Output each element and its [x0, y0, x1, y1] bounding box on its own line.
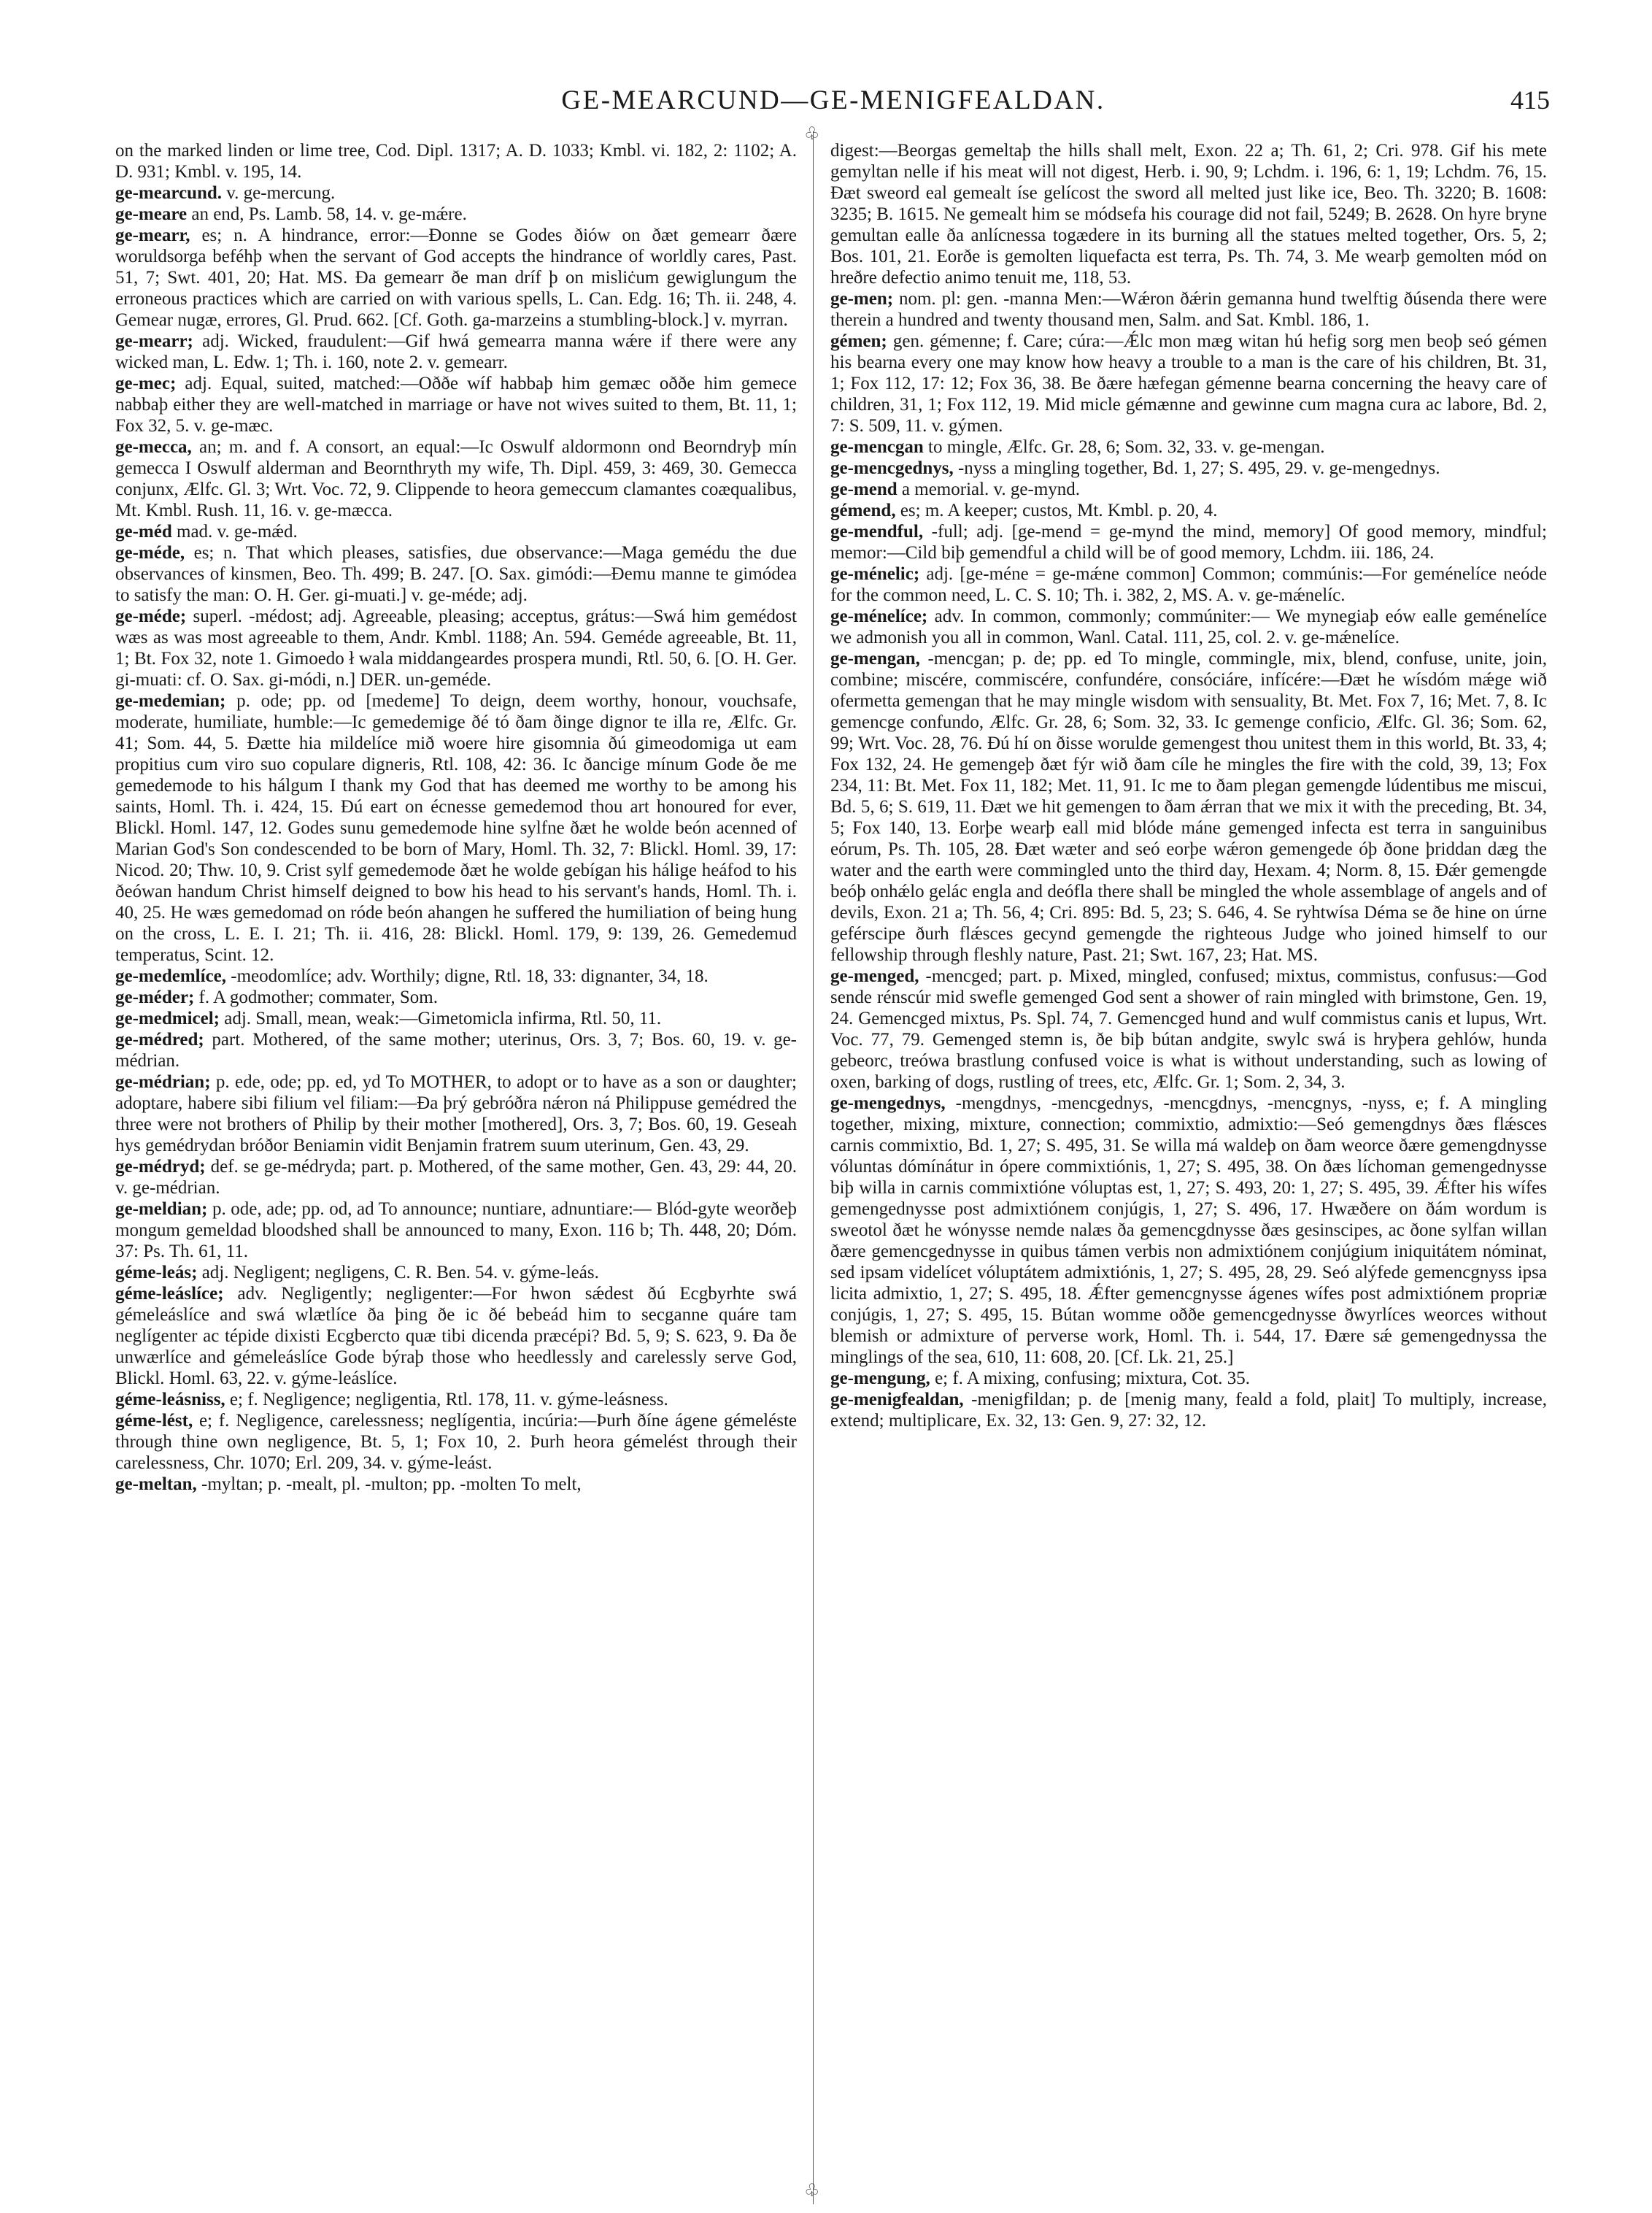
- entry-definition: e; f. A mixing, confusing; mixtura, Cot. 35.: [930, 1369, 1250, 1388]
- dictionary-entry: [115, 1474, 797, 1495]
- entry-definition: to mingle, Ælfc. Gr. 28, 6; Som. 32, 33. v. ge-mengan.: [923, 437, 1325, 457]
- divider-ornament-top-icon: ♧: [804, 125, 820, 144]
- dictionary-entry: [115, 140, 797, 182]
- dictionary-entry: [115, 521, 797, 542]
- entry-headword: ge-médrian;: [115, 1072, 211, 1092]
- dictionary-entry: [115, 690, 797, 966]
- entry-headword: ge-médryd;: [115, 1157, 206, 1177]
- entry-headword: ge-mearr,: [115, 226, 190, 245]
- entry-definition: a memorial. v. ge-mynd.: [897, 480, 1081, 499]
- page-number: 415: [1510, 85, 1550, 115]
- entry-definition: adj. Wicked, fraudulent:—Gif hwá gemearra manna wǽre if there were any wicked man, L. Edw. 1; Th. i. 160, note 2. v. gemearr.: [115, 331, 797, 372]
- entry-headword: ge-menged,: [830, 966, 919, 986]
- dictionary-entry: [830, 331, 1547, 436]
- dictionary-entry: [115, 1283, 797, 1389]
- dictionary-entry: [830, 1368, 1547, 1389]
- right-column: [830, 140, 1547, 2184]
- dictionary-entry: [115, 331, 797, 373]
- dictionary-entry: [115, 225, 797, 331]
- entry-definition: e; f. Negligence, carelessness; neglígentia, incúria:—Þurh ðíne ágene gémeléste through thine own negligence, Bt. 5, 1; Fox 10, 2. Þurh heora gémelést through their carelessness, Chr. 1070; Erl. 209, 34. v. gýme-leást.: [115, 1411, 797, 1473]
- dictionary-entry: [115, 966, 797, 987]
- entry-headword: ge-meldian;: [115, 1199, 208, 1219]
- entry-definition: es; m. A keeper; custos, Mt. Kmbl. p. 20, 4.: [895, 501, 1218, 520]
- dictionary-entry: [830, 606, 1547, 648]
- entry-definition: -myltan; p. -mealt, pl. -multon; pp. -molten To melt,: [196, 1474, 582, 1494]
- entry-headword: ge-mecca,: [115, 437, 192, 457]
- entry-definition: an end, Ps. Lamb. 58, 14. v. ge-mǽre.: [187, 204, 467, 224]
- entry-headword: ge-mengung,: [830, 1369, 930, 1388]
- entry-definition: adv. Negligently; negligenter:—For hwon sǽdest ðú Ecgbyrhte swá gémeleáslíce and swá wlætlíce ða þing ðe ic ðé bebeád him to secganne quáre tam neglígenter ac tépide dixisti Ecgbercto quæ tibi dicenda præcépi? Bd. 5, 9; S. 623, 9. Ða ðe unwærlíce and gémeleáslíce Gode býraþ those who heedlessly and carelessly serve God, Blickl. Homl. 63, 22. v. gýme-leáslíce.: [115, 1284, 797, 1388]
- dictionary-entry: [115, 1008, 797, 1029]
- dictionary-entry: [830, 479, 1547, 500]
- dictionary-entry: [115, 1029, 797, 1071]
- dictionary-entry: [830, 1093, 1547, 1368]
- entry-headword: ge-mearr;: [115, 331, 193, 351]
- entry-headword: ge-méde;: [115, 607, 187, 626]
- divider-ornament-bottom-icon: ♧: [804, 2182, 820, 2201]
- entry-headword: ge-ménelíce;: [830, 607, 928, 626]
- entry-definition: p. ode; pp. od [medeme] To deign, deem worthy, honour, vouchsafe, moderate, humiliate, humble:—Ic gemedemige ðé tó ðam ðinge dignor te illa re, Ælfc. Gr. 41; Som. 44, 5. Ðætte hia mildelíce mið woere hire gisomnia ðú gimeodomiga ut eam propitius cum viro suo copulare digneris, Rtl. 108, 42: 36. Ic ðancige mínum Gode ðe me gemedemode to his hálgum I thank my God that has deemed me worthy to be among his saints, Homl. Th. i. 424, 15. Ðú eart on écnesse gemedemod thou art honoured for ever, Blickl. Homl. 147, 12. Godes sunu gemedemode hine sylfne ðæt he wolde beón acenned of Marian God's Son condescended to be born of Mary, Homl. Th. 32, 7: Blickl. Homl. 39, 17: Nicod. 20; Thw. 10, 9. Crist sylf gemedemode ðæt he wolde gebígan his hálige heáfod to his ðeówan handum Christ himself deigned to bow his head to his servant's hands, Homl. Th. i. 40, 25. He wæs gemedomad on róde beón ahangen he suffered the humiliation of being hung on the cross, L. E. I. 21; Th. ii. 416, 28: Blickl. Homl. 179, 9: 139, 26. Gemedemud temperatus, Scint. 12.: [115, 691, 797, 965]
- entry-definition: on the marked linden or lime tree, Cod. Dipl. 1317; A. D. 1033; Kmbl. vi. 182, 2: 1102; A. D. 931; Kmbl. v. 195, 14.: [115, 141, 797, 182]
- entry-headword: gémend,: [830, 501, 896, 520]
- entry-headword: gémen;: [830, 331, 887, 351]
- dictionary-entry: [115, 1071, 797, 1156]
- entry-definition: adv. In common, commonly; commúniter:— We mynegiaþ eów ealle geménelíce we admonish you all in common, Wanl. Catal. 111, 25, col. 2. v. ge-mǽnelíce.: [830, 607, 1547, 647]
- entry-headword: ge-medmicel;: [115, 1009, 220, 1028]
- entry-definition: -menigfildan; p. de [menig many, feald a fold, plait] To multiply, increase, extend; multiplicare, Ex. 32, 13: Gen. 9, 27: 32, 12.: [830, 1390, 1547, 1431]
- entry-headword: géme-leásniss,: [115, 1390, 225, 1409]
- dictionary-entry: [115, 373, 797, 436]
- column-divider: [813, 131, 814, 2204]
- entry-definition: p. ode, ade; pp. od, ad To announce; nuntiare, adnuntiare:— Blód-gyte weorðeþ mongum gemeldad bloodshed shall be announced to many, Exon. 116 b; Th. 448, 20; Dóm. 37: Ps. Th. 61, 11.: [115, 1199, 797, 1261]
- running-head: [117, 85, 1550, 128]
- entry-definition: part. Mothered, of the same mother; uterinus, Ors. 3, 7; Bos. 60, 19. v. ge-médrian.: [115, 1030, 797, 1071]
- dictionary-entry: [115, 1389, 797, 1410]
- entry-headword: ge-mend: [830, 480, 898, 499]
- dictionary-entry: [830, 1389, 1547, 1431]
- entry-definition: v. ge-mercung.: [222, 183, 336, 203]
- dictionary-entry: [115, 606, 797, 690]
- entry-headword: géme-lést,: [115, 1411, 193, 1431]
- dictionary-entry: [115, 1410, 797, 1474]
- dictionary-entry: [115, 1156, 797, 1198]
- entry-definition: superl. -médost; adj. Agreeable, pleasing; acceptus, grátus:—Swá him gemédost wæs as was most agreeable to them, Andr. Kmbl. 1188; An. 594. Geméde agreeable, Bt. 11, 1; Bt. Fox 32, note 1. Gimoedo ł wala middangeardes prospera mundi, Rtl. 50, 6. [O. H. Ger. gi-muati: cf. O. Sax. gi-módi, n.] DER. un-geméde.: [115, 607, 797, 690]
- entry-headword: ge-mengan,: [830, 649, 920, 669]
- entry-headword: ge-medemlíce,: [115, 966, 227, 986]
- dictionary-entry: [115, 182, 797, 204]
- dictionary-entry: [830, 563, 1547, 606]
- entry-headword: géme-leáslíce;: [115, 1284, 224, 1304]
- dictionary-entry: [115, 204, 797, 225]
- entry-definition: adj. Equal, suited, matched:—Oððe wíf habbaþ him gemæc oððe him gemece nabbaþ either they are well-matched in marriage or have not wives suited to them, Bt. 11, 1; Fox 32, 5. v. ge-mæc.: [115, 374, 797, 436]
- entry-headword: ge-mendful,: [830, 522, 924, 542]
- dictionary-entry: [830, 436, 1547, 458]
- entry-headword: géme-leás;: [115, 1263, 198, 1282]
- entry-definition: -mencged; part. p. Mixed, mingled, confused; mixtus, commistus, confusus:—God sende rénscúr mid swefle gemenged God sent a shower of rain mingled with brimstone, Gen. 19, 24. Gemencged mixtus, Ps. Spl. 74, 7. Gemencged hund and wulf commistus canis et lupus, Wrt. Voc. 77, 79. Gemenged stemn is, ðe biþ bútan andgite, swylc swá is hryþera gehlów, hunda gebeorc, treówa brastlung confused voice is what is without understanding, such as lowing of oxen, barking of dogs, rustling of trees, etc, Ælfc. Gr. 1; Som. 2, 34, 3.: [830, 966, 1547, 1092]
- dictionary-entry: [115, 987, 797, 1008]
- entry-headword: ge-mearcund.: [115, 183, 223, 203]
- entry-headword: ge-mencgan: [830, 437, 924, 457]
- dictionary-entry: [115, 542, 797, 606]
- dictionary-entry: [115, 436, 797, 521]
- entry-definition: adj. Negligent; negligens, C. R. Ben. 54. v. gýme-leás.: [197, 1263, 599, 1282]
- entry-definition: an; m. and f. A consort, an equal:—Ic Oswulf aldormonn ond Beorndryþ mín gemecca I Oswulf alderman and Beornthryth my wife, Th. Dipl. 459, 3: 469, 30. Gemecca conjunx, Ælfc. Gl. 3; Wrt. Voc. 72, 9. Clippende to heora gemeccum clamantes coæqualibus, Mt. Kmbl. Rush. 11, 16. v. ge-mæcca.: [115, 437, 797, 520]
- entry-headword: ge-méd: [115, 522, 172, 542]
- dictionary-entry: [830, 140, 1547, 288]
- entry-definition: adj. [ge-méne = ge-mǽne common] Common; commúnis:—For geménelíce neóde for the common need, L. C. S. 10; Th. i. 382, 2, MS. A. v. ge-mǽnelíc.: [830, 564, 1547, 605]
- dictionary-entry: [115, 1262, 797, 1283]
- entry-definition: -nyss a mingling together, Bd. 1, 27; S. 495, 29. v. ge-mengednys.: [953, 458, 1440, 478]
- left-column: [115, 140, 797, 2184]
- entry-definition: f. A godmother; commater, Som.: [194, 988, 438, 1007]
- entry-definition: def. se ge-médryda; part. p. Mothered, of the same mother, Gen. 43, 29: 44, 20. v. ge-médrian.: [115, 1157, 797, 1198]
- entry-definition: adj. Small, mean, weak:—Gimetomicla infirma, Rtl. 50, 11.: [219, 1009, 662, 1028]
- entry-headword: ge-medemian;: [115, 691, 226, 711]
- entry-headword: ge-meltan,: [115, 1474, 197, 1494]
- entry-definition: -full; adj. [ge-mend = ge-mynd the mind, memory] Of good memory, mindful; memor:—Cild biþ gemendful a child will be of good memory, Lchdm. iii. 186, 24.: [830, 522, 1547, 563]
- entry-headword: ge-mencgednys,: [830, 458, 954, 478]
- entry-headword: ge-menigfealdan,: [830, 1390, 964, 1409]
- entry-definition: es; n. That which pleases, satisfies, due observance:—Maga gemédu the due observances of kinsmen, Beo. Th. 499; B. 247. [O. Sax. gimódi:—Ðemu manne te gimódea to satisfy the man: O. H. Ger. gi-muati.] v. ge-méde; adj.: [115, 543, 797, 605]
- dictionary-entry: [115, 1198, 797, 1262]
- entry-definition: e; f. Negligence; negligentia, Rtl. 178, 11. v. gýme-leásness.: [225, 1390, 668, 1409]
- entry-definition: digest:—Beorgas gemeltaþ the hills shall melt, Exon. 22 a; Th. 61, 2; Cri. 978. Gif his mete gemyltan nelle if his meat will not digest, Herb. i. 90, 9; Lchdm. i. 196, 6: 1, 19; Lchdm. 76, 15. Ðæt sweord eal gemealt íse gelícost the sword all melted just like ice, Beo. Th. 3220; B. 1608: 3235; B. 1615. Ne gemealt him se módsefa his courage did not fail, 5249; B. 2628. On hyre bryne gemultan ealle ða anlícnessa togædere in its burning all the statues melted together, Ors. 5, 2; Bos. 101, 21. Eorðe is gemolten liquefacta est terra, Ps. Th. 74, 3. Me wearþ gemolten mód on hreðre defectio animo tenuit me, 118, 53.: [830, 141, 1547, 288]
- dictionary-entry: [830, 966, 1547, 1093]
- entry-headword: ge-mec;: [115, 374, 177, 393]
- entry-definition: p. ede, ode; pp. ed, yd To MOTHER, to adopt or to have as a son or daughter; adoptare, habere sibi filium vel filiam:—Ða þrý gebróðra nǽron ná Philippuse gemédred the three were not brothers of Philip by their mother [mothered], Ors. 3, 7; Bos. 60, 19. Geseah hys gemédrydan bróðor Beniamin vidit Benjamin fratrem suum uterinum, Gen. 43, 29.: [115, 1072, 797, 1155]
- entry-definition: -mencgan; p. de; pp. ed To mingle, commingle, mix, blend, confuse, unite, join, combine; miscére, commiscére, confundére, consóciáre, infícére:—Ðæt he wísdóm mǽge wið ofermetta gemengan that he may mingle wisdom with sensuality, Bt. Met. Fox 7, 16; Met. 7, 8. Ic gemencge confundo, Ælfc. Gr. 28, 6; Som. 32, 33. Ic gemenge conficio, Ælfc. Gl. 36; Som. 62, 99; Wrt. Voc. 28, 76. Ðú hí on ðisse worulde gemengest thou unitest them in this world, Bt. 33, 4; Fox 132, 24. He gemengeþ ðæt fýr wið ðam cíle he mingles the fire with the cold, 39, 13; Fox 234, 11: Bt. Met. Fox 11, 182; Met. 11, 91. Ic me to ðam plegan gemengde lúdentibus me miscui, Bd. 5, 6; S. 619, 11. Ðæt we hit gemengen to ðam ǽrran that we mix it with the preceding, Bt. 34, 5; Fox 140, 13. Eorþe wearþ eall mid blóde máne gemenged infecta est terra in sanguinibus eórum, Ps. Th. 105, 28. Ðæt wæter and seó eorþe wǽron gemengede óþ ðone þriddan dæg the water and the earth were commingled unto the third day, Hexam. 4; Norm. 8, 15. Ðǽr gemengde beóþ onhǽlo gelác engla and deófla there shall be mingled the whole assemblage of angels and of devils, Exon. 21 a; Th. 56, 4; Cri. 895: Bd. 5, 23; S. 646, 4. Se ryhtwísa Déma se ðe hine on úrne geférscipe ðurh flǽsces gecynd gemengde the righteous Judge who joined himself to our fellowship through fleshly nature, Past. 21; Swt. 167, 23; Hat. MS.: [830, 649, 1547, 965]
- dictionary-entry: [830, 458, 1547, 479]
- running-title: GE-MEARCUND—GE-MENIGFEALDAN.: [561, 85, 1105, 115]
- entry-headword: ge-méde,: [115, 543, 185, 563]
- dictionary-entry: [830, 648, 1547, 966]
- entry-headword: ge-médred;: [115, 1030, 204, 1050]
- entry-definition: -mengdnys, -mencgednys, -mencgdnys, -mencgnys, -nyss, e; f. A mingling together, mixing, mixture, connection; commixtio, admixtio:—Seó gemengdnys ðæs flǽsces carnis commixtio, Bd. 1, 27; S. 495, 31. Se willa má waldeþ on ðam weorce ðære gemengdnysse vóluntas dómínátur in ópere commixtiónis, 1, 27; S. 495, 38. On ðæs líchoman gemengednysse biþ willa in carnis commixtióne vóluptas est, 1, 27; S. 493, 20: 1, 27; S. 495, 39. Ǽfter his wífes gemengednysse post admixtiónem conjúgis, 1, 27; S. 496, 17. Hwæðere on ðám wordum is sweotol ðæt he wónysse nemde nalæs ða gemencgdnysse ðæs gesinscipes, ac ðone sylfan willan ðære gemencgednysse in quibus támen verbis non admixtiónem conjúgium iniquitátem nóminat, sed ipsam videlícet vóluptátem admixtiónis, 1, 27; S. 495, 28, 29. Seó alýfede gemencgnyss ipsa licita admixtio, 1, 27; S. 495, 18. Ǽfter gemencgnysse ágenes wífes post admixtiónem propriæ conjúgis, 1, 27; S. 495, 15. Bútan womme oððe gemencgednysse ðwyrlíces weorces without blemish or admixture of perverse work, Homl. Th. i. 544, 17. Ðære sǽ gemengednyssa the minglings of the sea, 610, 11: 608, 20. [Cf. Lk. 21, 25.]: [830, 1093, 1547, 1367]
- entry-headword: ge-ménelic;: [830, 564, 920, 584]
- entry-definition: nom. pl: gen. -manna Men:—Wǽron ðǽrin gemanna hund twelftig ðúsenda there were therein a hundred and twenty thousand men, Salm. and Sat. Kmbl. 186, 1.: [830, 289, 1547, 330]
- dictionary-entry: [830, 521, 1547, 563]
- dictionary-entry: [830, 288, 1547, 331]
- entry-definition: gen. gémenne; f. Care; cúra:—Ǽlc mon mæg witan hú hefig sorg men beoþ seó gémen his bearna every one may know how heavy a trouble to a man is the care of his children, Bt. 31, 1; Fox 112, 17: 12; Fox 36, 38. Be ðære hæfegan gémenne bearna concerning the heavy care of children, 31, 1; Fox 112, 19. Mid micle gémænne and gewinne cum magna cura ac labore, Bd. 2, 7: S. 509, 11. v. gýmen.: [830, 331, 1547, 436]
- entry-headword: ge-méder;: [115, 988, 195, 1007]
- entry-headword: ge-meare: [115, 204, 188, 224]
- entry-definition: -meodomlíce; adv. Worthily; digne, Rtl. 18, 33: dignanter, 34, 18.: [226, 966, 709, 986]
- entry-definition: mad. v. ge-mǽd.: [171, 522, 298, 542]
- entry-headword: ge-mengednys,: [830, 1093, 946, 1113]
- dictionary-entry: [830, 500, 1547, 521]
- entry-headword: ge-men;: [830, 289, 894, 309]
- entry-definition: es; n. A hindrance, error:—Ðonne se Godes ðiów on ðæt gemearr ðære woruldsorga beféhþ when the servant of God accepts the hindrance of worldly cares, Past. 51, 7; Swt. 401, 20; Hat. MS. Ða gemearr ðe man dríf þ on misliċum gewiglungum the erroneous practices which are carried on with various spells, L. Can. Edg. 16; Th. ii. 248, 4. Gemear nugæ, errores, Gl. Prud. 662. [Cf. Goth. ga-marzeins a stumbling-block.] v. myrran.: [115, 226, 797, 330]
